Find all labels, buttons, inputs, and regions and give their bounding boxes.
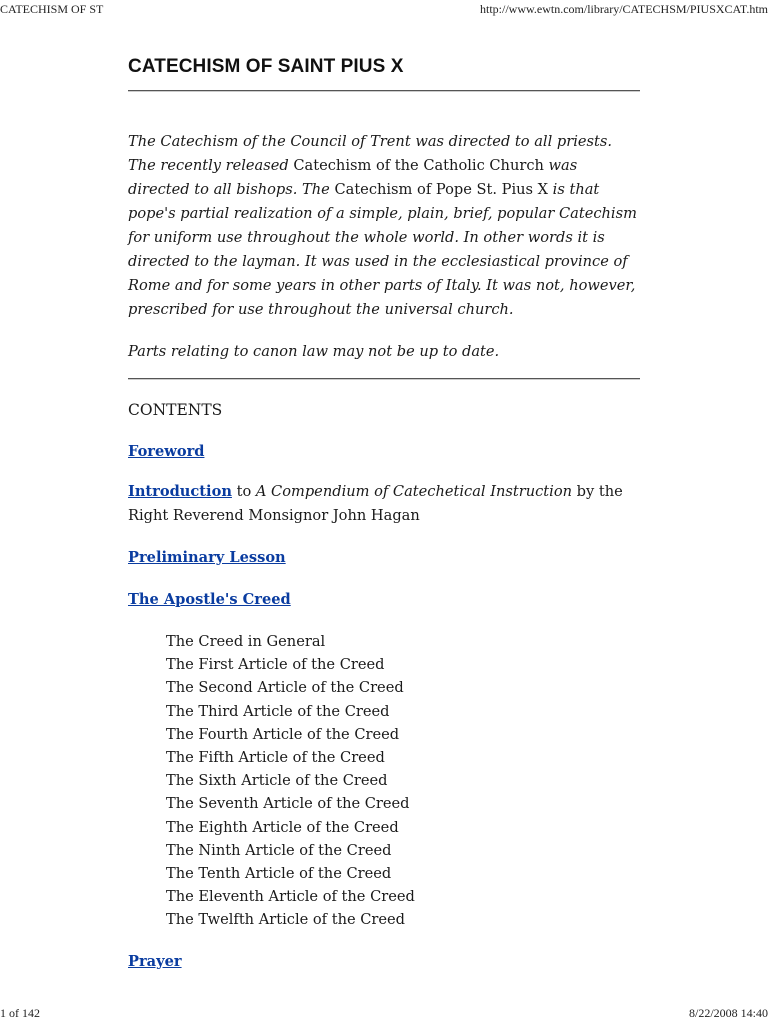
list-item: The Eighth Article of the Creed <box>166 818 399 836</box>
introduction-author: by the Right Reverend Monsignor John Hagan <box>128 483 623 524</box>
list-item: The Creed in General <box>166 633 326 650</box>
intro-text-2: was directed to all bishops. The <box>128 157 578 198</box>
preliminary-lesson-link[interactable]: Preliminary Lesson <box>128 549 286 566</box>
section-divider <box>128 378 640 380</box>
print-header-title: CATECHISM OF ST <box>0 2 104 16</box>
contents-heading: CONTENTS <box>128 401 223 419</box>
list-item: The Seventh Article of the Creed <box>166 795 410 813</box>
canon-law-note: Parts relating to canon law may not be up to date. <box>128 343 500 360</box>
introduction-book-title: A Compendium of Catechetical Instruction <box>255 483 573 500</box>
document-content <box>128 56 640 974</box>
intro-book-ccc: Catechism of the Catholic Church <box>293 157 544 174</box>
list-item: The Third Article of the Creed <box>166 702 390 720</box>
print-datetime: 8/22/2008 14:40 <box>688 1006 768 1020</box>
intro-book-piusx: Catechism of Pope St. Pius X <box>334 181 549 198</box>
toc-item-foreword <box>128 440 640 464</box>
page-number: 1 of 142 <box>0 1006 40 1020</box>
list-item: The First Article of the Creed <box>166 656 385 674</box>
list-item: The Eleventh Article of the Creed <box>166 888 415 906</box>
list-item: The Fourth Article of the Creed <box>166 725 400 743</box>
list-item: The Ninth Article of the Creed <box>166 841 392 859</box>
introduction-to: to <box>231 483 256 500</box>
toc-item-introduction <box>128 480 640 528</box>
list-item: The Twelfth Article of the Creed <box>166 911 406 929</box>
intro-text-3: is that pope's partial realization of a simple, plain, brief, popular Catechism for uniform use throughout the whole world. In other words it is directed to the layman. It was used in the ecclesiastical province of Rome and for some years in other parts of Italy. It was not, however, prescribed for use throughout the universal church. <box>128 181 637 318</box>
page-title: CATECHISM OF SAINT PIUS X <box>128 56 404 77</box>
intro-paragraph <box>128 130 640 322</box>
print-header <box>0 2 768 18</box>
list-item: The Second Article of the Creed <box>166 679 404 697</box>
list-item: The Tenth Article of the Creed <box>166 865 392 883</box>
toc-item-prayer <box>128 950 640 974</box>
title-divider <box>128 90 640 92</box>
prayer-link[interactable]: Prayer <box>128 952 182 970</box>
print-footer <box>0 1006 768 1022</box>
list-item: The Sixth Article of the Creed <box>166 772 388 790</box>
foreword-link[interactable]: Foreword <box>128 443 205 460</box>
introduction-link[interactable]: Introduction <box>128 483 232 500</box>
toc-item-creed <box>128 588 640 612</box>
print-header-url: http://www.ewtn.com/library/CATECHSM/PIUSXCAT.htm <box>480 2 768 16</box>
intro-text-1: The Catechism of the Council of Trent was directed to all priests. The recently released <box>128 133 612 174</box>
list-item: The Fifth Article of the Creed <box>166 749 385 767</box>
creed-sublist <box>166 630 640 932</box>
toc-item-preliminary <box>128 546 640 570</box>
apostles-creed-link[interactable]: The Apostle's Creed <box>128 591 291 608</box>
